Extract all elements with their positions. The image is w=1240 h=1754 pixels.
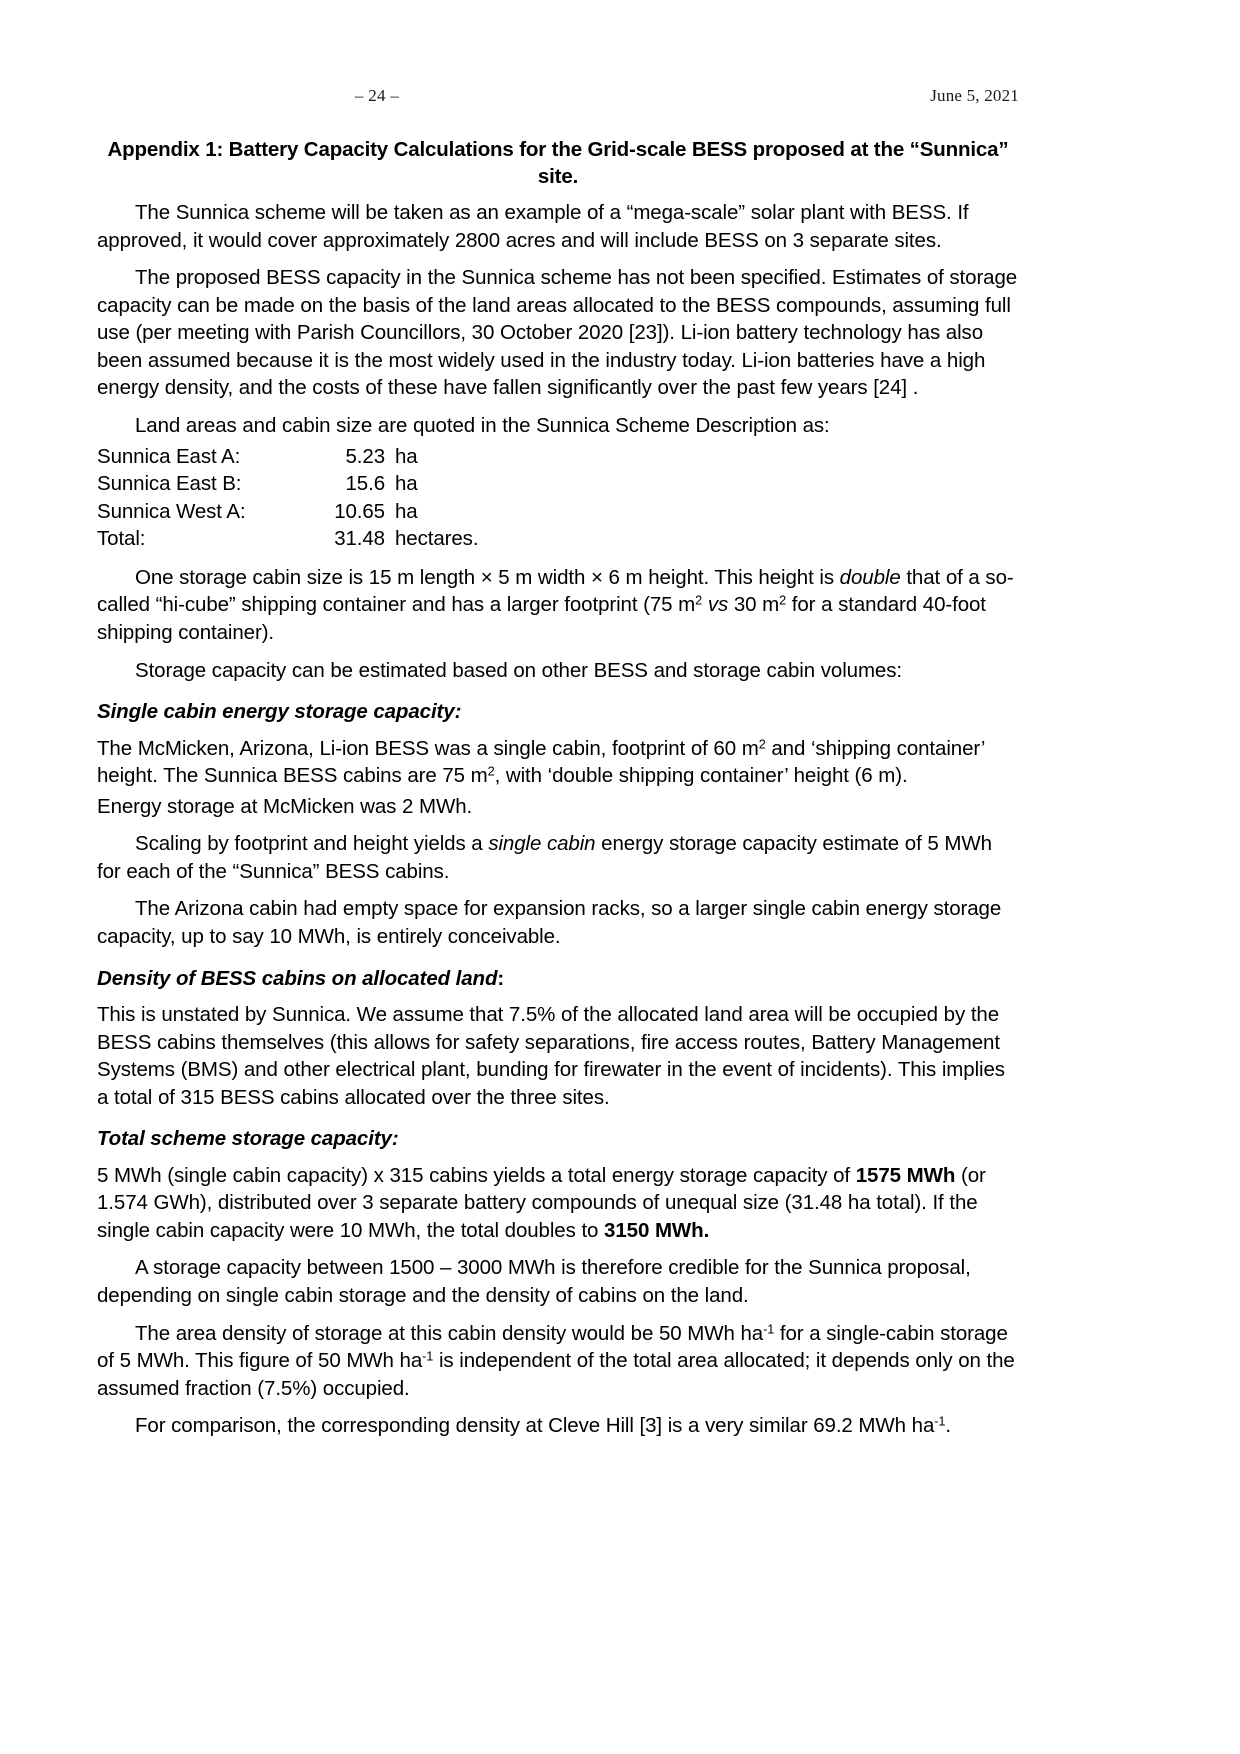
superscript-inverse-one: -1 [763,1320,775,1336]
land-area-row [97,443,478,471]
cabin-size-emphasis: double [839,565,901,589]
document-content [97,136,1019,1450]
paragraph-mcmicken-energy: Energy storage at McMicken was 2 MWh. [97,794,473,818]
land-area-unit: ha [395,444,418,468]
paragraph-total-capacity [97,1162,1019,1245]
paragraph-intro: The Sunnica scheme will be taken as an example of a “mega-scale” solar plant with BESS. If approved, it would cover approximately 2800 acres and will include BESS on 3 separate sites. [97,201,969,252]
cabin-size-text-2: that of a so-called “hi-cube” shipping container and has a larger footprint (75 m [97,565,1014,617]
appendix-title: Appendix 1: Battery Capacity Calculations for the Grid-scale BESS proposed at the “Sunnica” site. [107,138,1009,189]
area-density-text-3: is independent of the total area allocated; it depends only on the assumed fraction (7.5%) occupied. [97,1349,1015,1400]
mcmicken-text-1: The McMicken, Arizona, Li-ion BESS was a single cabin, footprint of 60 m [97,736,759,760]
paragraph-cabin-size [97,564,1019,647]
subheading-density [97,965,1019,992]
land-area-label: Sunnica West A: [97,499,246,523]
land-area-value: 5.23 [345,444,385,468]
scaling-text-2: energy storage capacity estimate of 5 MWh for each of the “Sunnica” BESS cabins. [97,832,992,883]
paragraph-scaling [97,830,1019,885]
total-capacity-value-3150: 3150 MWh. [604,1218,710,1242]
subheading-total-capacity: Total scheme storage capacity: [97,1127,399,1151]
land-area-label: Sunnica East B: [97,472,242,496]
superscript-inverse-one: -1 [934,1413,946,1429]
land-area-value: 10.65 [334,499,385,523]
land-area-list [97,443,478,553]
scaling-text-1: Scaling by footprint and height yields a [135,832,489,856]
land-area-total-unit: hectares. [395,527,479,551]
superscript-square: 2 [758,735,766,751]
paragraph-mcmicken [97,735,1019,790]
land-area-unit: ha [395,472,418,496]
total-capacity-value-1575: 1575 MWh [855,1163,956,1187]
cabin-size-text-1: One storage cabin size is 15 m length × 5 m width × 6 m height. This height is [135,565,840,589]
paragraph-density: This is unstated by Sunnica. We assume that 7.5% of the allocated land area will be occupied by the BESS cabins themselves (this allows for safety separations, fire access routes, Battery Management Systems (BMS) and other electrical plant, bunding for firewater in the event of incidents). This implies a total of 315 BESS cabins allocated over the three sites. [97,1002,1005,1109]
superscript-inverse-one: -1 [422,1348,434,1364]
paragraph-cleve-hill-comparison [97,1412,1019,1440]
subheading-single-cabin: Single cabin energy storage capacity: [97,700,462,724]
page-number: – 24 – [354,86,400,105]
land-area-total-label: Total: [97,527,146,551]
land-area-unit: ha [395,499,418,523]
total-capacity-text-1: 5 MWh (single cabin capacity) x 315 cabins yields a total energy storage capacity of [97,1163,856,1187]
land-area-total-row [97,525,478,553]
mcmicken-text-3: , with ‘double shipping container’ height (6 m). [494,764,908,788]
area-density-text-1: The area density of storage at this cabin density would be 50 MWh ha [135,1321,764,1345]
land-area-label: Sunnica East A: [97,444,241,468]
paragraph-storage-estimate-intro: Storage capacity can be estimated based on other BESS and storage cabin volumes: [135,658,902,682]
paragraph-area-density [97,1320,1019,1403]
paragraph-expansion-racks: The Arizona cabin had empty space for expansion racks, so a larger single cabin energy storage capacity, up to say 10 MWh, is entirely conceivable. [97,897,1002,948]
land-area-value: 15.6 [345,472,385,496]
land-area-row [97,498,478,526]
area-density-text-2: for a single-cabin storage of 5 MWh. This figure of 50 MWh ha [97,1321,1008,1373]
paragraph-credible-range: A storage capacity between 1500 – 3000 MWh is therefore credible for the Sunnica proposal, depending on single cabin storage and the density of cabins on the land. [97,1256,971,1307]
superscript-square: 2 [487,763,495,779]
subheading-density-colon: : [497,966,505,990]
total-capacity-text-2: (or 1.574 GWh), distributed over 3 separate battery compounds of unequal size (31.48 ha total). If the single cabin capacity were 10 MWh, the total doubles to [97,1163,986,1242]
paragraph-capacity-basis: The proposed BESS capacity in the Sunnica scheme has not been specified. Estimates of storage capacity can be made on the basis of the land areas allocated to the BESS compounds, assuming full use (per meeting with Parish Councillors, 30 October 2020 [23]). Li-ion battery technology has also been assumed because it is the most widely used in the industry today. Li-ion batteries have a high energy density, and the costs of these have fallen significantly over the past few years [24] . [97,266,1018,400]
superscript-square: 2 [695,592,703,608]
cabin-size-text-5: for a standard 40-foot shipping container). [97,593,986,644]
land-area-row [97,470,478,498]
cabin-size-vs: vs [707,593,729,617]
paragraph-land-areas-intro: Land areas and cabin size are quoted in the Sunnica Scheme Description as: [135,414,830,438]
land-area-total-value: 31.48 [334,527,385,551]
cleve-hill-text-2: . [945,1414,951,1438]
subheading-density-text: Density of BESS cabins on allocated land [97,966,498,990]
cabin-size-text-4: 30 m [728,593,780,617]
header-date: June 5, 2021 [930,86,1019,105]
scaling-emphasis: single cabin [488,832,596,856]
cleve-hill-text-1: For comparison, the corresponding density at Cleve Hill [3] is a very similar 69.2 MWh ha [135,1414,935,1438]
superscript-square: 2 [779,592,787,608]
mcmicken-text-2: and ‘shipping container’ height. The Sunnica BESS cabins are 75 m [97,736,985,788]
page-header [97,86,1019,112]
